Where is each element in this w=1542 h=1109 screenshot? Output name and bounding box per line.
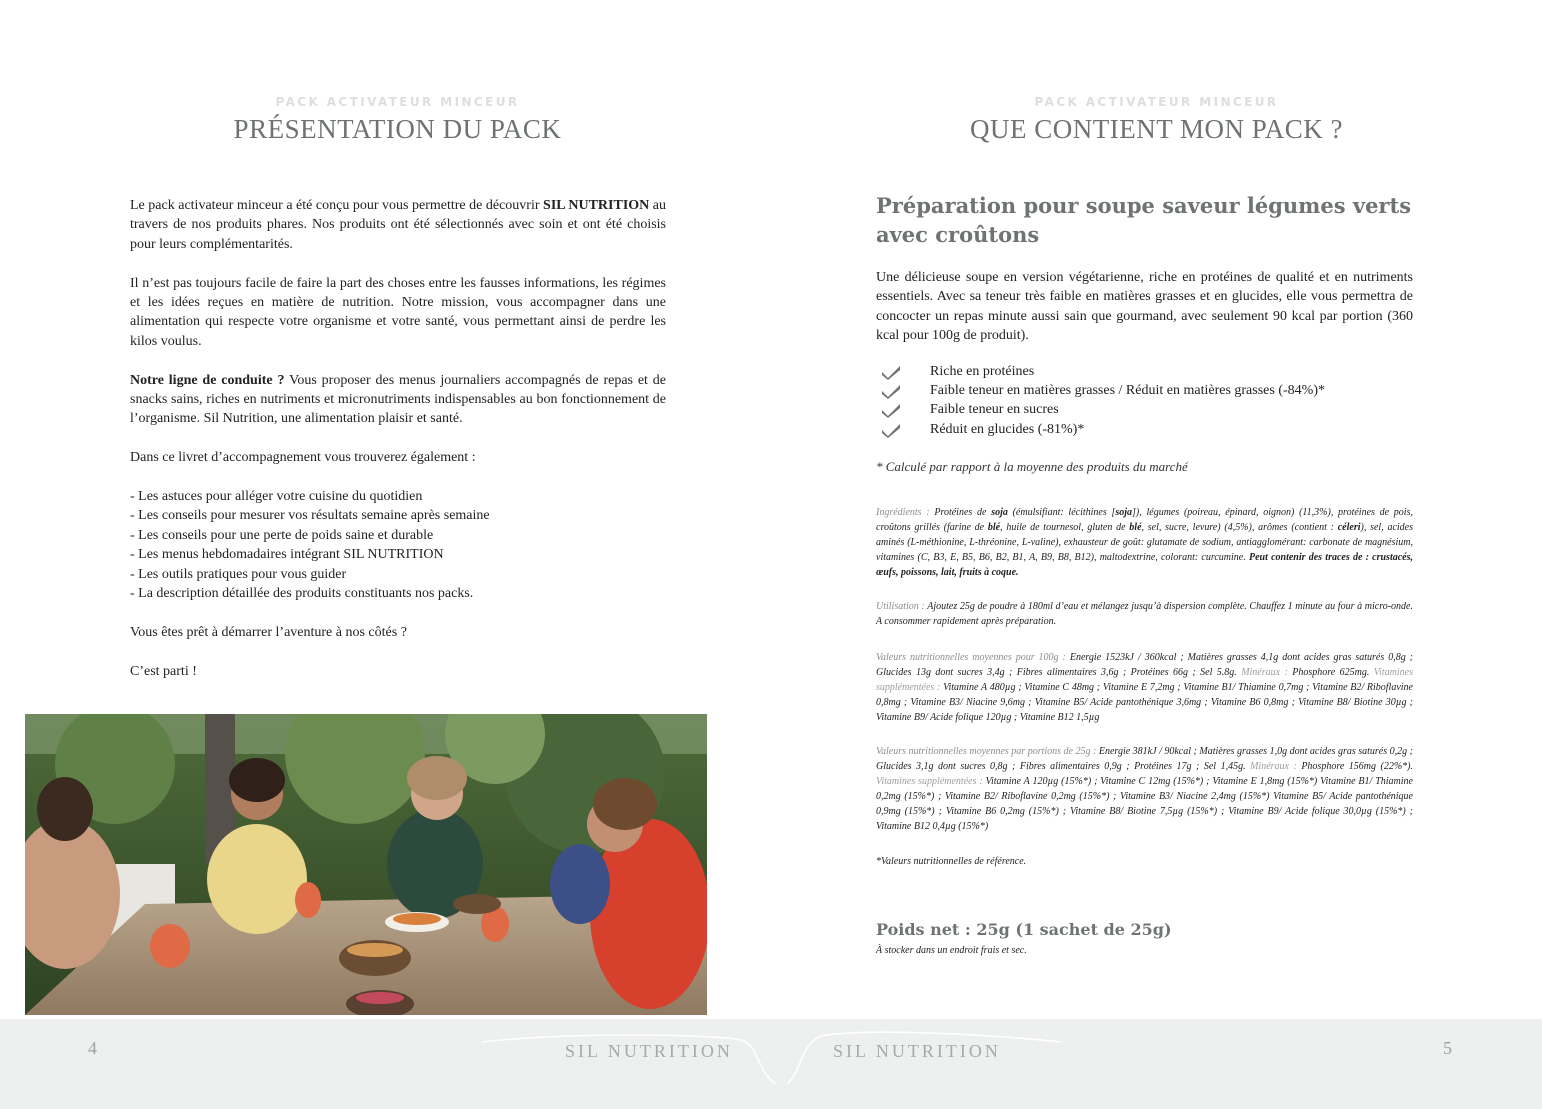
- product-description: Une délicieuse soupe en version végétarienne, riche en protéines de qualité et en nutriments essentiels. Avec sa teneur très faible en matières grasses et en glucides, elle vous permettra de concocter un repas minute aussi sain que gourmand, avec seulement 90 kcal par portion (360 kcal pour 100g de produit).: [876, 270, 1413, 344]
- brand-logo-right: SIL NUTRITION: [833, 1041, 1001, 1061]
- checkmark-icon: [881, 422, 901, 438]
- left-page: [0, 0, 771, 1019]
- list-item: - Les outils pratiques pour vous guider: [130, 566, 347, 582]
- list-item: - Les conseils pour une perte de poids saine et durable: [130, 527, 434, 543]
- page-number-left: 4: [88, 1038, 97, 1058]
- page-number-right: 5: [1443, 1038, 1452, 1058]
- claims-footnote: * Calculé par rapport à la moyenne des produits du marché: [876, 459, 1188, 474]
- storage-note: À stocker dans un endroit frais et sec.: [876, 945, 1027, 956]
- checkmark-icon: [881, 364, 901, 380]
- list-item: - Les astuces pour alléger votre cuisine du quotidien: [130, 489, 423, 505]
- intro-paragraph-6: C’est parti !: [130, 663, 197, 679]
- claim-item: Riche en protéines: [881, 362, 1325, 381]
- intro-paragraph-4: Dans ce livret d’accompagnement vous trouverez également :: [130, 450, 476, 466]
- right-page-title: QUE CONTIENT MON PACK ?: [969, 114, 1343, 144]
- checkmark-icon: [881, 383, 901, 399]
- left-page-title: PRÉSENTATION DU PACK: [233, 114, 562, 144]
- reference-note: *Valeurs nutritionnelles de référence.: [876, 856, 1027, 867]
- list-item: - Les menus hebdomadaires intégrant SIL NUTRITION: [130, 547, 444, 563]
- right-kicker: PACK ACTIVATEUR MINCEUR: [1034, 95, 1279, 109]
- left-kicker: PACK ACTIVATEUR MINCEUR: [275, 95, 520, 109]
- brand-name: SIL NUTRITION: [543, 198, 650, 213]
- claim-item: Faible teneur en sucres: [881, 401, 1325, 420]
- net-weight: Poids net : 25g (1 sachet de 25g): [876, 920, 1172, 939]
- intro-paragraph-3: Notre ligne de conduite ? Vous proposer des menus journaliers accompagnés de repas et de snacks sains, riches en nutriments et micronutriments indispensables au bon fonctionnement de l’organisme. Sil Nutrition, une alimentation plaisir et santé.: [130, 372, 666, 427]
- intro-paragraph-2: Il n’est pas toujours facile de faire la part des choses entre les fausses informations, les régimes et les idées reçues en matière de nutrition. Notre mission, vous accompagner dans une alimentation qui respecte votre organisme et votre santé, vous permettant ainsi de perdre les kilos voulus.: [130, 275, 666, 349]
- brand-logo-left: SIL NUTRITION: [565, 1041, 733, 1061]
- list-item: - La description détaillée des produits constituants nos packs.: [130, 586, 474, 602]
- friends-dining-photo: [25, 714, 707, 1015]
- checkmark-icon: [881, 402, 901, 418]
- right-page: [771, 0, 1542, 1019]
- claim-item: Faible teneur en matières grasses / Réduit en matières grasses (-84%)*: [881, 381, 1325, 400]
- booklet-contents-list: [130, 487, 666, 603]
- nutrition-per-25g: Valeurs nutritionnelles moyennes par portions de 25g : Energie 381kJ / 90kcal ; Matières grasses 1,0g dont acides gras saturés 0,2g ; Glucides 3,1g dont sucres 0,8g ; Fibres alimentaires 0,9g ; Protéines 17g ; Sel 1,45g. Minéraux : Phosphore 156mg (22%*). Vitamines supplémentées : Vitamine A 120µg (15%*) ; Vitamine C 12mg (15%*) ; Vitamine E 1,8mg (15%*) Vitamine B1/ Thiamine 0,2mg (15%*) ; Vitamine B2/ Riboflavine 0,2mg (15%*) ; Vitamine B3/ Niacine 2,4mg (15%*) Vitamine B5/ Acide pantothénique 0,9mg (15%*) ; Vitamine B6 0,2mg (15%*) ; Vitamine B8/ Biotine 7,5µg (15%*) ; Vitamine B9/ Acide folique 30,0µg (15%*) ; Vitamine B12 0,4µg (15%*): [876, 746, 1413, 832]
- usage-block: Utilisation : Ajoutez 25g de poudre à 180ml d’eau et mélangez jusqu’à dispersion complète. Chauffez 1 minute au four à micro-onde. A consommer rapidement après préparation.: [876, 601, 1413, 627]
- intro-paragraph-5: Vous êtes prêt à démarrer l’aventure à nos côtés ?: [130, 624, 407, 640]
- product-claims-list: [881, 362, 1325, 439]
- list-item: - Les conseils pour mesurer vos résultats semaine après semaine: [130, 508, 490, 524]
- intro-text: [130, 196, 666, 700]
- intro-paragraph-1: Le pack activateur minceur a été conçu pour vous permettre de découvrir SIL NUTRITION au travers de nos produits phares. Nos produits ont été sélectionnés avec soin et ont été choisis pour leurs complémentarités.: [130, 198, 667, 252]
- ingredients-block: Ingrédients : Protéines de soja (émulsifiant: lécithines [soja]), légumes (poireau, épinard, oignon) (11,3%), protéines de pois, croûtons grillés (farine de blé, huile de tournesol, gluten de blé, sel, sucre, levure) (4,5%), arômes (contient : céleri), sel, acides aminés (L-méthionine, L-thréonine, L-valine), exhausteur de goût: glutamate de sodium, antiagglomérant: carbonate de magnésium, vitamines (C, B3, E, B5, B6, B2, B1, A, B9, B8, B12), maltodextrine, colorant: curcumine. Peut contenir des traces de : crustacés, œufs, poissons, lait, fruits à coque.: [876, 507, 1413, 578]
- product-title: Préparation pour soupe saveur légumes verts avec croûtons: [876, 193, 1412, 247]
- claim-item: Réduit en glucides (-81%)*: [881, 420, 1325, 439]
- nutrition-per-100g: Valeurs nutritionnelles moyennes pour 100g : Energie 1523kJ / 360kcal ; Matières grasses 4,1g dont acides gras saturés 0,8g ; Glucides 13g dont sucres 3,4g ; Fibres alimentaires 3,6g ; Protéines 66g ; Sel 5.8g. Minéraux : Phosphore 625mg. Vitamines supplémentées : Vitamine A 480µg ; Vitamine C 48mg ; Vitamine E 7,2mg ; Vitamine B1/ Thiamine 0,7mg ; Vitamine B2/ Riboflavine 0,8mg ; Vitamine B3/ Niacine 9,6mg ; Vitamine B5/ Acide pantothénique 3,6mg ; Vitamine B6 0,8mg ; Vitamine B8/ Biotine 30µg ; Vitamine B9/ Acide folique 120µg ; Vitamine B12 1,5µg: [876, 652, 1413, 723]
